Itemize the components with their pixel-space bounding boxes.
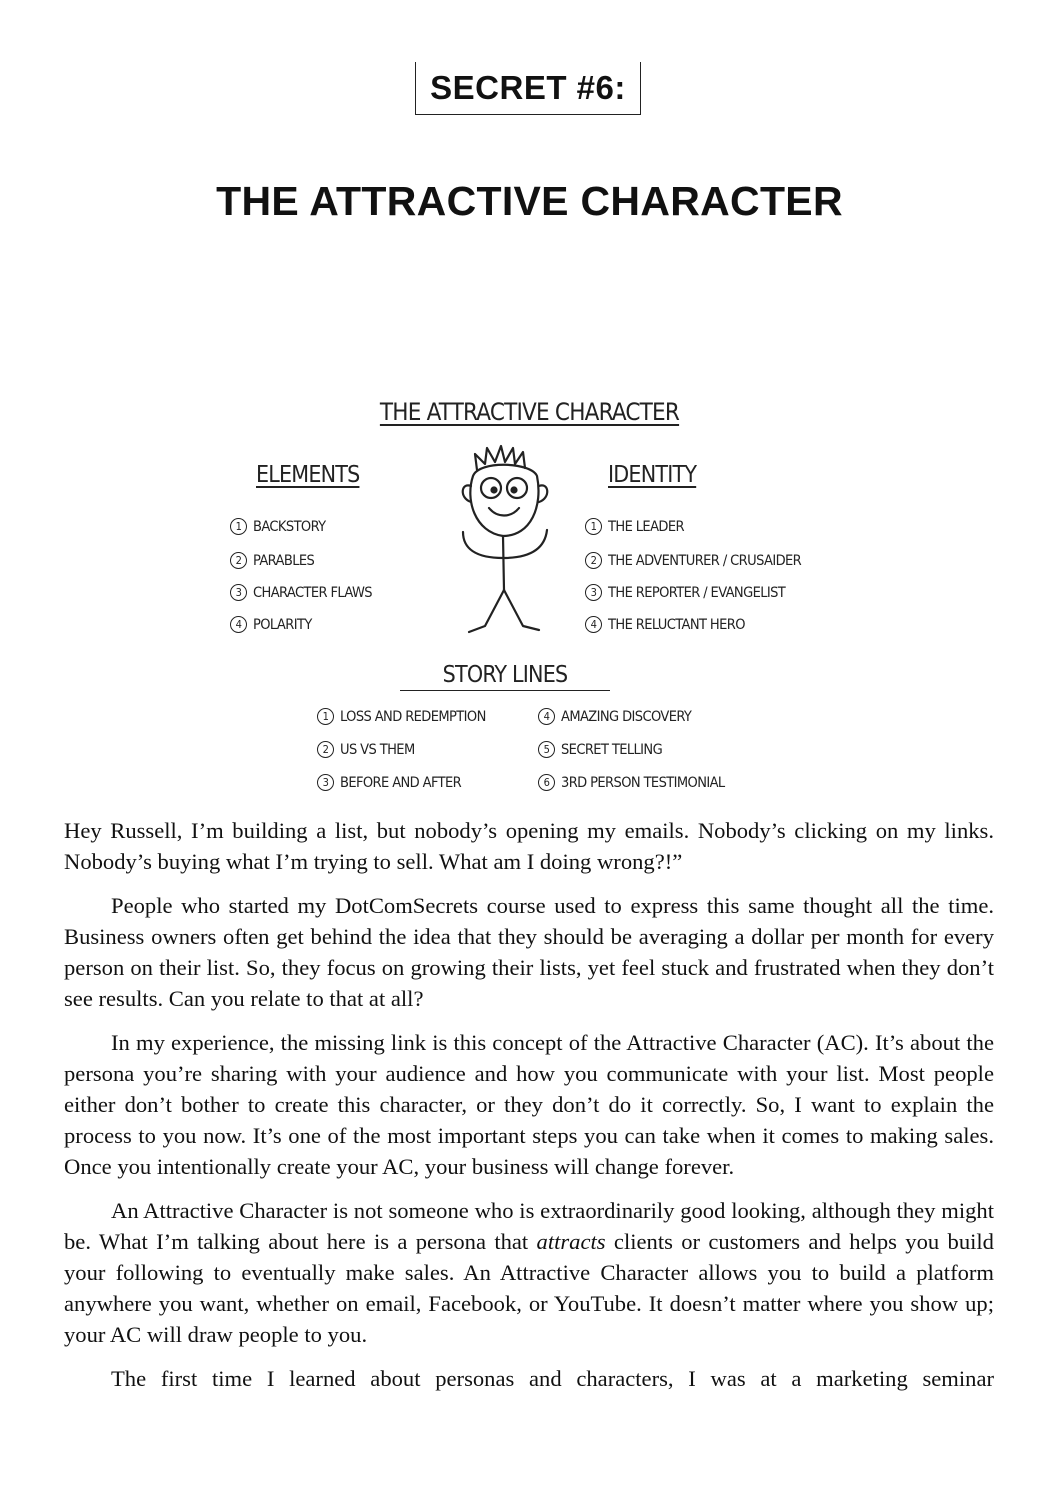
number-circle-icon: 3 — [230, 584, 247, 601]
elements-item — [230, 584, 372, 601]
paragraph-text: clients or customers and helps you build your following to eventually make sales. An Attractive Character allows you to build a platform anywhere you want, whether on email, Facebook, or YouTube. It doesn’t matter where you show up; your AC will draw people to you. — [64, 1229, 994, 1347]
identity-item — [585, 552, 801, 569]
paragraph: The first time I learned about personas and characters, I was at a marketing seminar — [111, 1366, 994, 1391]
story-lines-item-label: BEFORE AND AFTER — [340, 774, 462, 791]
elements-item-label: POLARITY — [253, 616, 312, 633]
elements-item-label: PARABLES — [253, 552, 315, 569]
number-circle-icon: 6 — [538, 774, 555, 791]
identity-item-label: THE LEADER — [608, 518, 684, 535]
number-circle-icon: 3 — [317, 774, 334, 791]
number-circle-icon: 2 — [230, 552, 247, 569]
identity-item — [585, 518, 684, 535]
story-lines-item — [538, 774, 725, 791]
chapter-label: SECRET #6: — [415, 62, 641, 115]
story-lines-item — [317, 741, 415, 758]
elements-item-label: CHARACTER FLAWS — [253, 584, 372, 601]
number-circle-icon: 2 — [585, 552, 602, 569]
paragraph: People who started my DotComSecrets course used to express this same thought all the time. Business owners often get behind the idea that they should be averaging a dollar per month for every person on their list. So, they focus on growing their lists, yet feel stuck and frustrated when they don’t see results. Can you relate to that at all? — [64, 893, 994, 1011]
elements-item — [230, 518, 326, 535]
elements-item-label: BACKSTORY — [253, 518, 326, 535]
story-lines-item-label: 3RD PERSON TESTIMONIAL — [561, 774, 725, 791]
number-circle-icon: 1 — [585, 518, 602, 535]
number-circle-icon: 4 — [538, 708, 555, 725]
story-lines-item — [317, 774, 461, 791]
story-lines-item-label: LOSS AND REDEMPTION — [340, 708, 486, 725]
stick-figure-icon — [445, 440, 565, 650]
story-lines-item — [538, 708, 691, 725]
identity-item-label: THE RELUCTANT HERO — [608, 616, 745, 633]
identity-item — [585, 584, 785, 601]
number-circle-icon: 2 — [317, 741, 334, 758]
story-lines-heading: STORY LINES — [400, 662, 610, 691]
identity-item-label: THE ADVENTURER / CRUSAIDER — [608, 552, 802, 569]
elements-item — [230, 552, 314, 569]
diagram-title-text: THE ATTRACTIVE CHARACTER — [379, 398, 680, 426]
chapter-title: THE ATTRACTIVE CHARACTER — [216, 178, 843, 224]
diagram-title — [0, 398, 1059, 426]
elements-heading: ELEMENTS — [256, 462, 360, 488]
elements-item — [230, 616, 312, 633]
number-circle-icon: 4 — [230, 616, 247, 633]
paragraph: Hey Russell, I’m building a list, but nobody’s opening my emails. Nobody’s clicking on my links. Nobody’s buying what I’m trying to sell. What am I doing wrong?!” — [64, 818, 994, 874]
story-lines-item — [538, 741, 662, 758]
paragraph: In my experience, the missing link is this concept of the Attractive Character (AC). It’s about the persona you’re sharing with your audience and how you communicate with your list. Most people either don’t bother to create this character, or they don’t do it correctly. So, I want to explain the process to you now. It’s one of the most important steps you can take when it comes to making sales. Once you intentionally create your AC, your business will change forever. — [64, 1030, 994, 1179]
story-lines-item-label: US VS THEM — [340, 741, 415, 758]
body-text — [64, 815, 994, 1407]
number-circle-icon: 4 — [585, 616, 602, 633]
identity-heading: IDENTITY — [608, 462, 697, 488]
emphasis-text: attracts — [536, 1229, 606, 1254]
number-circle-icon: 1 — [230, 518, 247, 535]
story-lines-item — [317, 708, 486, 725]
paragraph-text: An Attractive Character is not someone who is extraordinarily good looking, although they might be. What I’m talking about here is a persona that — [64, 1198, 994, 1254]
number-circle-icon: 1 — [317, 708, 334, 725]
paragraph — [64, 1195, 994, 1350]
story-lines-item-label: AMAZING DISCOVERY — [561, 708, 692, 725]
number-circle-icon: 5 — [538, 741, 555, 758]
identity-item — [585, 616, 745, 633]
number-circle-icon: 3 — [585, 584, 602, 601]
attractive-character-diagram — [0, 390, 1059, 810]
story-lines-item-label: SECRET TELLING — [561, 741, 663, 758]
identity-item-label: THE REPORTER / EVANGELIST — [608, 584, 786, 601]
